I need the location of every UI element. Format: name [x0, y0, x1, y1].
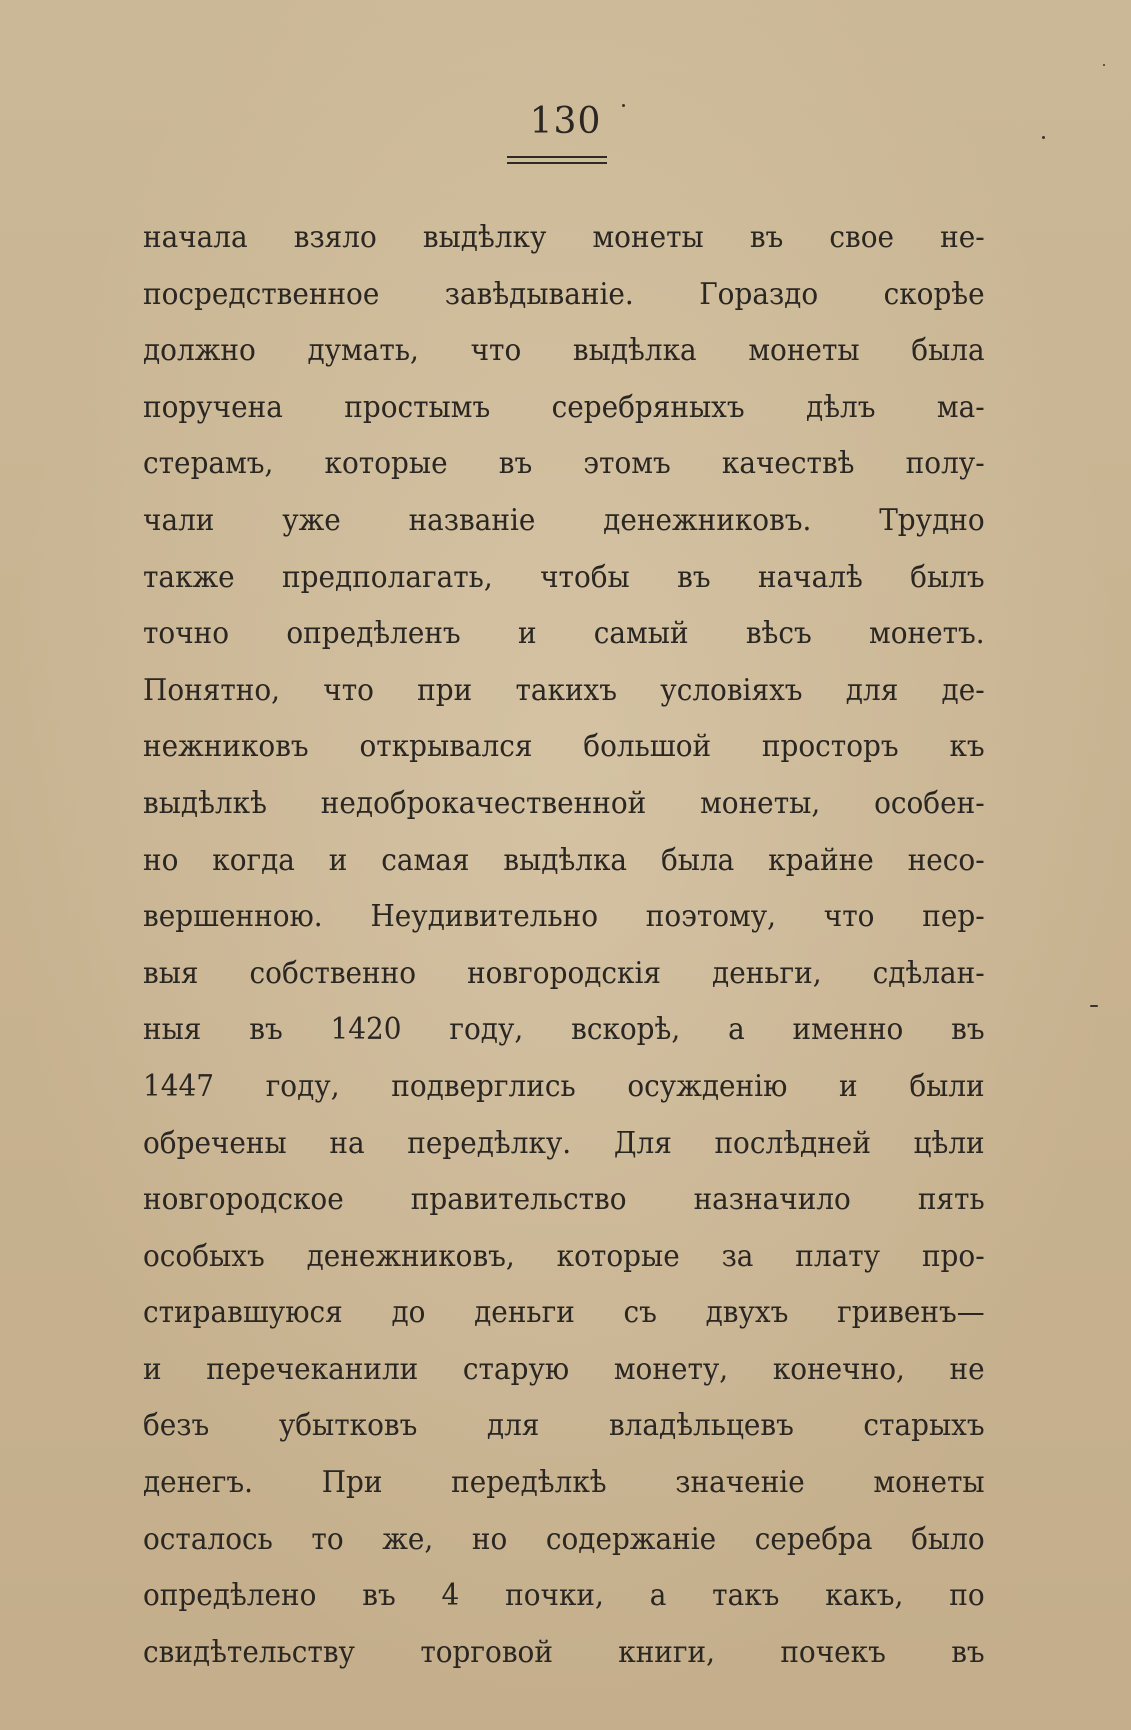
text-line: но когда и самая выдѣлка была крайне несо- [143, 842, 985, 878]
text-line: выдѣлкѣ недоброкачественной монеты, особен- [143, 785, 985, 821]
text-line: также предполагать, чтобы въ началѣ былъ [143, 559, 985, 595]
paper-speck [1103, 64, 1105, 66]
text-line: должно думать, что выдѣлка монеты была [143, 333, 985, 369]
text-line: точно опредѣленъ и самый вѣсъ монетъ. [143, 616, 985, 652]
paper-speck [1090, 1005, 1098, 1007]
text-line: новгородское правительство назначило пять [143, 1182, 985, 1218]
text-line: опредѣлено въ 4 почки, а такъ какъ, по [143, 1578, 985, 1614]
page-number-container [0, 100, 1131, 144]
text-line: стерамъ, которые въ этомъ качествѣ полу- [143, 446, 985, 482]
text-line: начала взяло выдѣлку монеты въ свое не- [143, 220, 985, 255]
text-line: и перечеканили старую монету, конечно, не [143, 1351, 985, 1387]
text-line: выя собственно новгородскія деньги, сдѣлан- [143, 955, 985, 991]
text-line: безъ убытковъ для владѣльцевъ старыхъ [143, 1408, 985, 1444]
text-line: свидѣтельству торговой книги, почекъ въ [143, 1634, 985, 1670]
text-line: вершенною. Неудивительно поэтому, что пер- [143, 899, 985, 935]
body-text [143, 210, 985, 1681]
text-line: поручена простымъ серебряныхъ дѣлъ ма- [143, 389, 985, 425]
text-line: ныя въ 1420 году, вскорѣ, а именно въ [143, 1012, 985, 1048]
paper-speck [1042, 136, 1045, 139]
text-line: посредственное завѣдываніе. Гораздо скорѣе [143, 276, 985, 312]
text-line: 1447 году, подверглись осужденію и были [143, 1068, 985, 1104]
text-line: денегъ. При передѣлкѣ значеніе монеты [143, 1465, 985, 1501]
paper-speck [622, 104, 625, 107]
text-line: особыхъ денежниковъ, которые за плату про- [143, 1238, 985, 1274]
text-line: чали уже названіе денежниковъ. Трудно [143, 502, 985, 538]
text-line: обречены на передѣлку. Для послѣдней цѣли [143, 1125, 985, 1161]
page-number: 130 [529, 101, 602, 142]
text-line: нежниковъ открывался большой просторъ къ [143, 729, 985, 765]
text-line: стиравшуюся до деньги съ двухъ гривенъ— [143, 1295, 985, 1331]
page-number-double-rule [507, 156, 607, 164]
text-line: Понятно, что при такихъ условіяхъ для де- [143, 672, 985, 708]
text-line: осталось то же, но содержаніе серебра было [143, 1521, 985, 1557]
